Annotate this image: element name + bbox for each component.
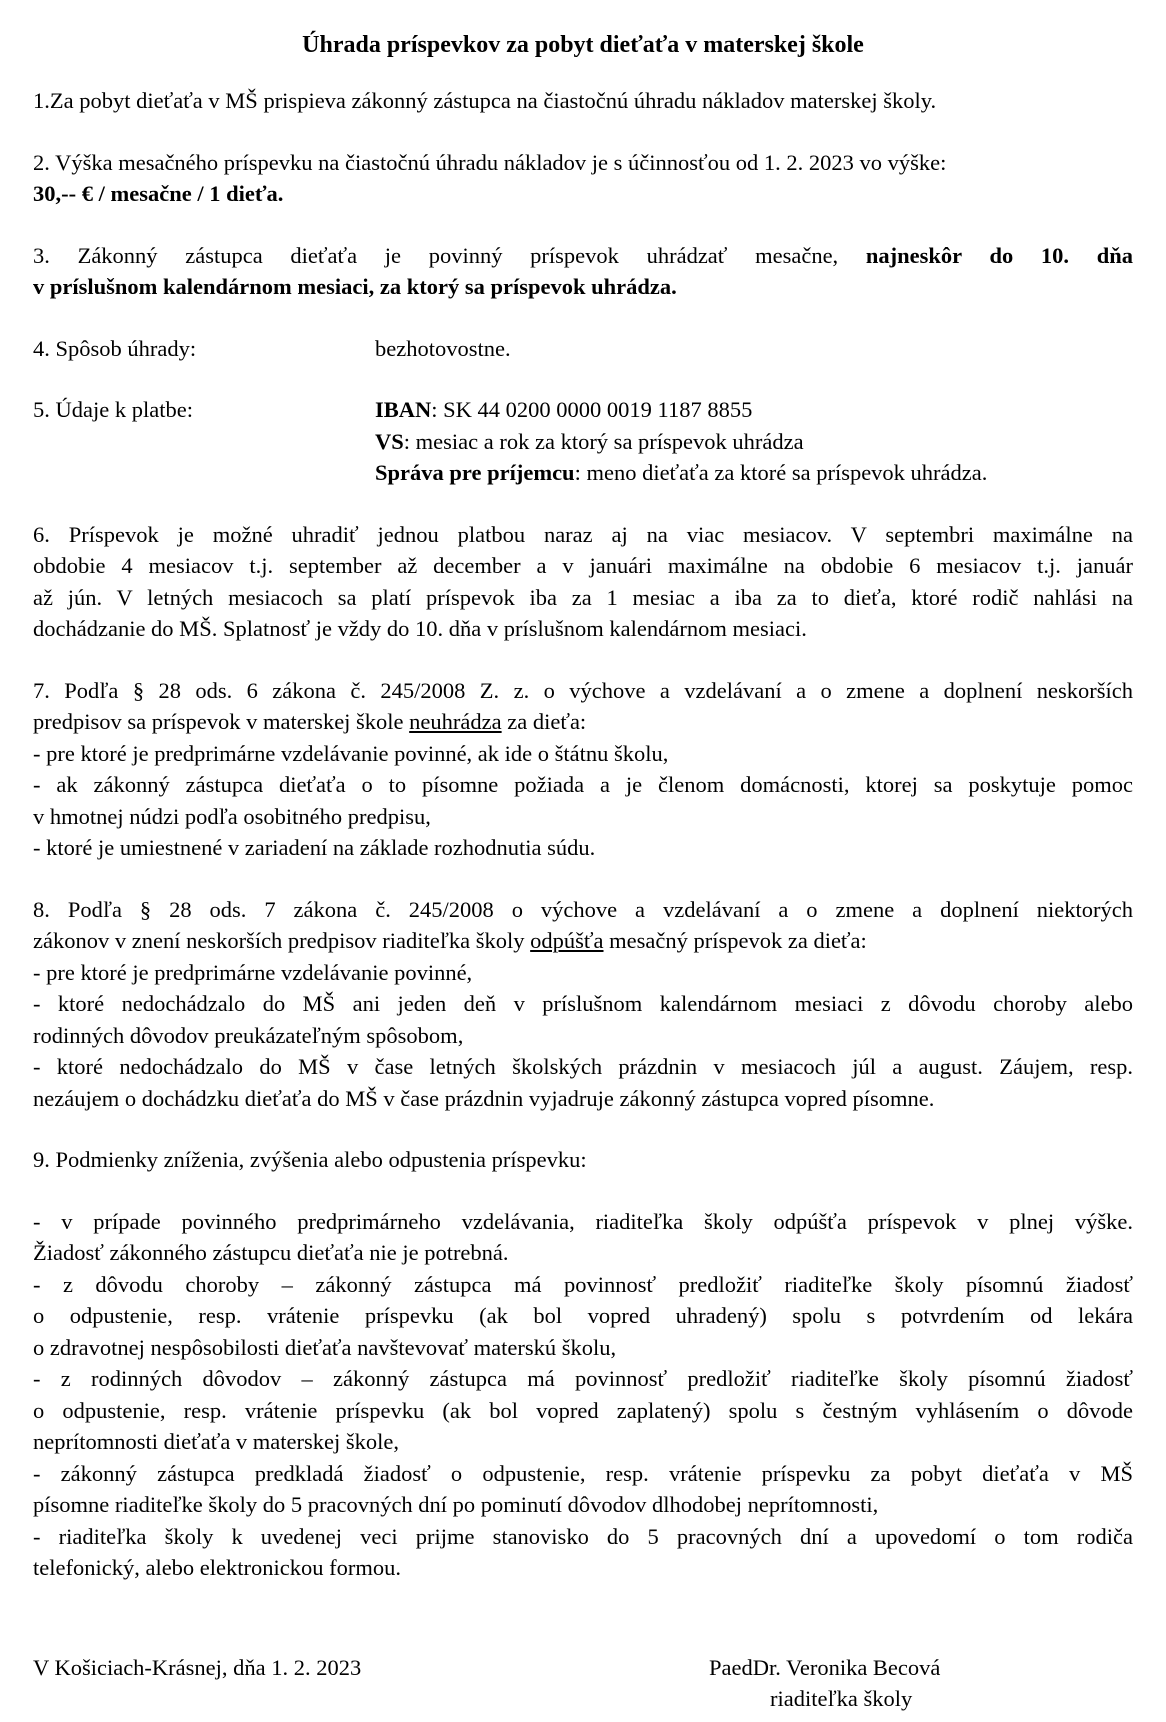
paragraph-7-line bbox=[33, 706, 1133, 738]
paragraph-9-line: o zdravotnej nespôsobilosti dieťaťa navštevovať materskú školu, bbox=[33, 1334, 617, 1360]
paragraph-9-line: - v prípade povinného predprimárneho vzdelávania, riaditeľka školy odpúšťa príspevok v plnej výške. bbox=[33, 1208, 1133, 1234]
paragraph-7-line: 7. Podľa § 28 ods. 6 zákona č. 245/2008 Z. z. o výchove a vzdelávaní a o zmene a doplnení neskorších bbox=[33, 677, 1133, 703]
payment-details bbox=[375, 394, 1133, 489]
paragraph-9-line: o odpustenie, resp. vrátenie príspevku (ak bol vopred uhradený) spolu s potvrdením od lekára bbox=[33, 1303, 1133, 1328]
paragraph-9-line: - zákonný zástupca predkladá žiadosť o odpustenie, resp. vrátenie príspevku za pobyt dieťaťa v MŠ bbox=[33, 1460, 1133, 1486]
list-item: - ktoré je umiestnené v zariadení na základe rozhodnutia súdu. bbox=[33, 835, 596, 860]
payment-deadline-continued: v príslušnom kalendárnom mesiaci, za ktorý sa príspevok uhrádza. bbox=[33, 274, 677, 299]
waived-term: odpúšťa bbox=[530, 928, 604, 953]
paragraph-9 bbox=[33, 1206, 1133, 1584]
paragraph-9-heading: 9. Podmienky zníženia, zvýšenia alebo odpustenia príspevku: bbox=[33, 1147, 587, 1172]
paragraph-7 bbox=[33, 675, 1133, 864]
not-charged-term: neuhrádza bbox=[409, 709, 502, 734]
paragraph-8-text: mesačný príspevok za dieťa: bbox=[603, 928, 867, 953]
message-value: : meno dieťaťa za ktoré sa príspevok uhrádza. bbox=[574, 460, 988, 485]
payment-method-value: bezhotovostne. bbox=[375, 335, 511, 361]
paragraph-5 bbox=[33, 394, 1133, 489]
paragraph-8-line: 8. Podľa § 28 ods. 7 zákona č. 245/2008 o výchove a vzdelávaní a o zmene a doplnení niektorých bbox=[33, 896, 1133, 922]
document-page bbox=[33, 28, 1133, 1584]
list-item: - ak zákonný zástupca dieťaťa o to písomne požiada a je členom domácnosti, ktorej sa poskytuje pomoc bbox=[33, 772, 1133, 797]
message-line bbox=[375, 457, 1133, 489]
paragraph-7-text: predpisov sa príspevok v materskej škole bbox=[33, 709, 410, 734]
paragraph-9-line: neprítomnosti dieťaťa v materskej škole, bbox=[33, 1429, 400, 1454]
list-item: v hmotnej núdzi podľa osobitného predpisu, bbox=[33, 803, 431, 829]
paragraph-9-line: Žiadosť zákonného zástupcu dieťaťa nie je potrebná. bbox=[33, 1240, 509, 1265]
list-item: - ktoré nedochádzalo do MŠ v čase letných školských prázdnin v mesiacoch júl a august. Záujem, resp. bbox=[33, 1054, 1133, 1079]
list-item: nezáujem o dochádzku dieťaťa do MŠ v čase prázdnin vyjadruje zákonný zástupca vopred písomne. bbox=[33, 1085, 935, 1111]
signer-name: PaedDr. Veronika Becová bbox=[709, 1655, 941, 1680]
document-title: Úhrada príspevkov za pobyt dieťaťa v materskej škole bbox=[302, 32, 864, 58]
paragraph-1: 1.Za pobyt dieťaťa v MŠ prispieva zákonný zástupca na čiastočnú úhradu nákladov materskej školy. bbox=[33, 88, 937, 113]
paragraph-6-line: obdobie 4 mesiacov t.j. september až december a v januári maximálne na obdobie 6 mesiacov t.j. január bbox=[33, 553, 1133, 578]
paragraph-8-text: zákonov v znení neskorších predpisov riaditeľka školy bbox=[33, 928, 531, 953]
paragraph-8-line bbox=[33, 925, 1133, 957]
paragraph-3-lead: 3. Zákonný zástupca dieťaťa je povinný príspevok uhrádzať mesačne, bbox=[33, 242, 839, 268]
paragraph-4 bbox=[33, 333, 1133, 365]
paragraph-8 bbox=[33, 894, 1133, 1115]
vs-value: : mesiac a rok za ktorý sa príspevok uhrádza bbox=[403, 428, 804, 454]
vs-label: VS bbox=[375, 428, 404, 454]
signer-role: riaditeľka školy bbox=[770, 1686, 913, 1711]
paragraph-2-text: 2. Výška mesačného príspevku na čiastočnú úhradu nákladov je s účinnosťou od 1. 2. 2023 vo výške: bbox=[33, 149, 947, 175]
iban-line bbox=[375, 394, 1133, 426]
paragraph-9-line: písomne riaditeľke školy do 5 pracovných dní po pominutí dôvodov dlhodobej neprítomnosti, bbox=[33, 1492, 879, 1517]
iban-value: : SK 44 0200 0000 0019 1187 8855 bbox=[431, 397, 753, 422]
paragraph-9-line: telefonický, alebo elektronickou formou. bbox=[33, 1555, 401, 1580]
place-and-date: V Košiciach-Krásnej, dňa 1. 2. 2023 bbox=[33, 1655, 362, 1680]
payment-method-label: 4. Spôsob úhrady: bbox=[33, 335, 197, 361]
paragraph-9-line: - z dôvodu choroby – zákonný zástupca má povinnosť predložiť riaditeľke školy písomnú žiadosť bbox=[33, 1271, 1133, 1297]
paragraph-6-line: až jún. V letných mesiacoch sa platí príspevok iba za 1 mesiac a iba za to dieťa, ktoré rodič nahlási na bbox=[33, 584, 1133, 610]
paragraph-6-line: 6. Príspevok je možné uhradiť jednou platbou naraz aj na viac mesiacov. V septembri maximálne na bbox=[33, 521, 1133, 547]
contribution-amount: 30,-- € / mesačne / 1 dieťa. bbox=[33, 181, 284, 206]
list-item: rodinných dôvodov preukázateľným spôsobom, bbox=[33, 1022, 464, 1048]
payment-deadline: najneskôr do 10. dňa bbox=[865, 242, 1133, 268]
vs-line bbox=[375, 426, 1133, 458]
list-item: - pre ktoré je predprimárne vzdelávanie povinné, ak ide o štátnu školu, bbox=[33, 740, 669, 766]
paragraph-6-line: dochádzanie do MŠ. Splatnosť je vždy do 10. dňa v príslušnom kalendárnom mesiaci. bbox=[33, 616, 807, 641]
paragraph-7-text: za dieťa: bbox=[501, 709, 587, 734]
paragraph-6 bbox=[33, 519, 1133, 645]
iban-label: IBAN bbox=[375, 397, 432, 422]
list-item: - pre ktoré je predprimárne vzdelávanie povinné, bbox=[33, 959, 473, 985]
message-label: Správa pre príjemcu bbox=[375, 460, 575, 485]
paragraph-9-line: o odpustenie, resp. vrátenie príspevku (ak bol vopred zaplatený) spolu s čestným vyhlásením o dôvode bbox=[33, 1397, 1133, 1423]
paragraph-3 bbox=[33, 240, 1133, 303]
signature-block bbox=[33, 1652, 1133, 1722]
paragraph-3-line-1 bbox=[33, 240, 1133, 272]
paragraph-9-line: - riaditeľka školy k uvedenej veci prijme stanovisko do 5 pracovných dní a upovedomí o tom rodiča bbox=[33, 1523, 1133, 1549]
paragraph-2 bbox=[33, 147, 1133, 210]
payment-details-label: 5. Údaje k platbe: bbox=[33, 397, 193, 422]
list-item: - ktoré nedochádzalo do MŠ ani jeden deň v príslušnom kalendárnom mesiaci z dôvodu choroby alebo bbox=[33, 991, 1133, 1016]
paragraph-9-line: - z rodinných dôvodov – zákonný zástupca má povinnosť predložiť riaditeľke školy písomnú žiadosť bbox=[33, 1366, 1133, 1391]
